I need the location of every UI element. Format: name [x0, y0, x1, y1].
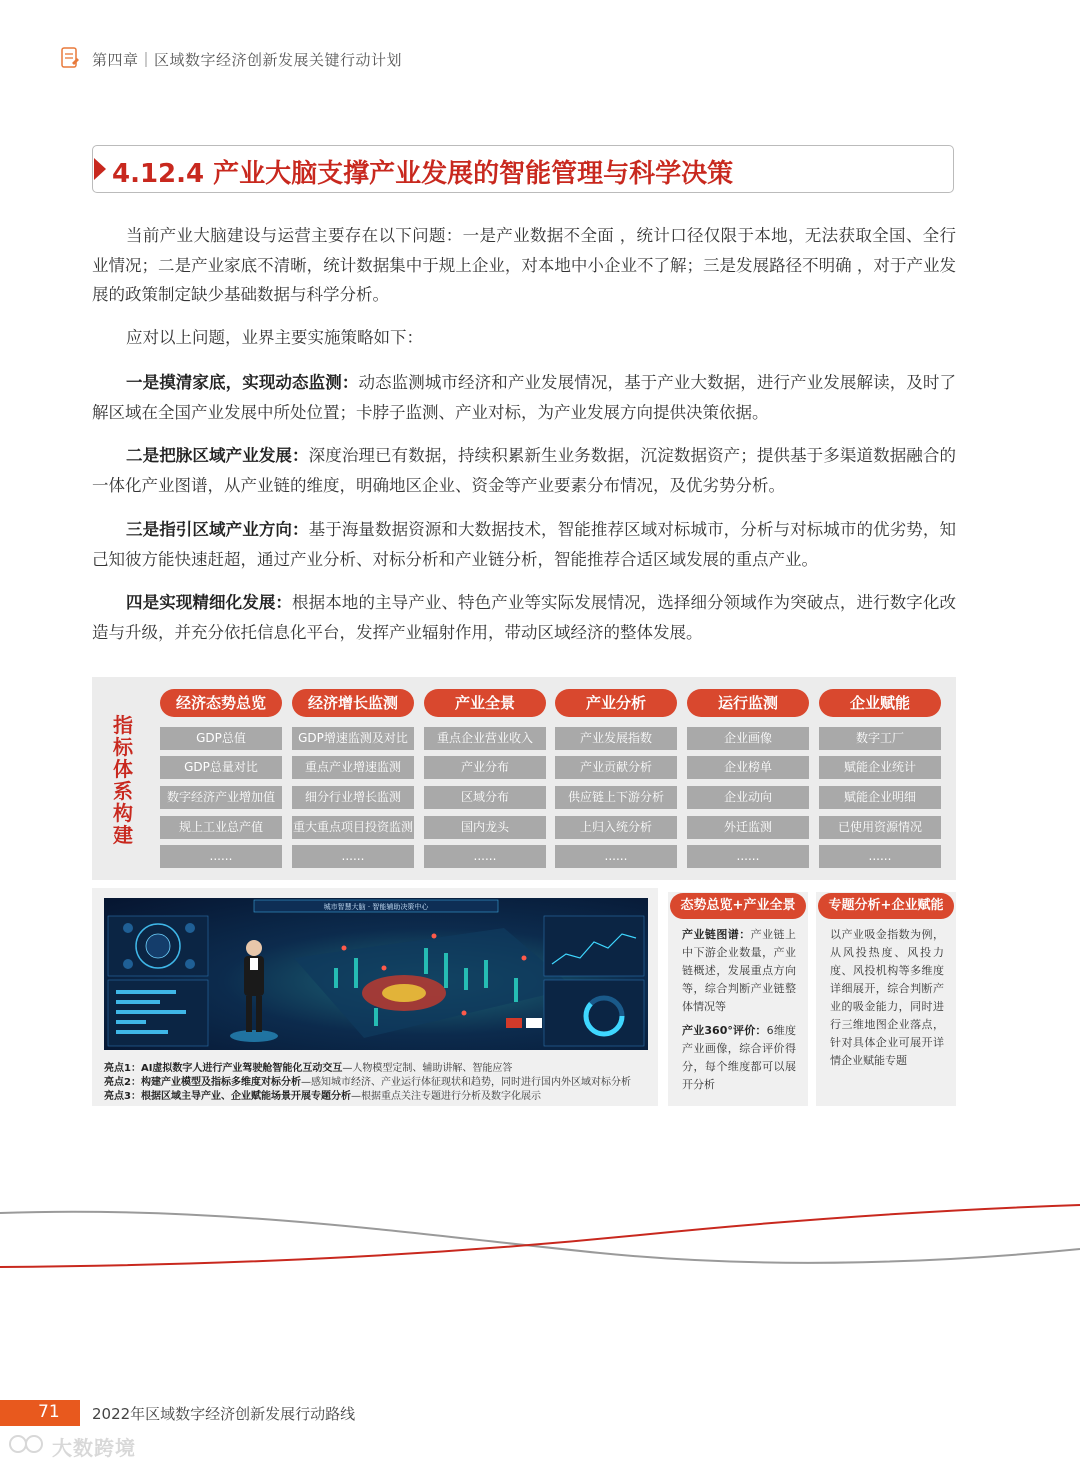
indicator-cell: 区域分布	[424, 786, 546, 809]
paragraph-problems: 当前产业大脑建设与运营主要存在以下问题：一是产业数据不全面 ，统计口径仅限于本地，无法获取全国、全行业情况；二是产业家底不清晰，统计数据集中于规上企业，对本地中小企业不了解；三是发展路径不明确 ，对于产业发展的政策制定缺少基础数据与科学分析。	[92, 226, 956, 304]
indicator-system-label: 指 标 体 系 构 建	[113, 713, 133, 847]
decorative-waves	[0, 1195, 1080, 1285]
indicator-cell: 赋能企业明细	[819, 786, 941, 809]
feature-box-text: 以产业吸金指数为例，从风投热度、风投力度、风投机构等多维度详细展开，综合判断产业的吸金能力，同时进行三维地图企业落点，针对具体企业可展开详情企业赋能专题	[830, 928, 944, 1067]
feature-box-text: 产业链图谱：产业链上中下游企业数量，产业链概述，发展重点方向等，综合判断产业链整体情况等	[682, 928, 797, 1013]
section-arrow-icon	[94, 158, 106, 180]
dashboard-illustration	[104, 898, 648, 1050]
paragraph-strategy-4: 四是实现精细化发展：根据本地的主导产业、特色产业等实际发展情况，选择细分领域作为突破点，进行数字化改造与升级，并充分依托信息化平台，发挥产业辐射作用，带动区域经济的整体发展。	[92, 593, 957, 642]
column-header: 经济态势总览	[160, 689, 282, 717]
column-header: 产业分析	[555, 689, 677, 717]
strategy-4-heading: 四是实现精细化发展：	[126, 593, 293, 612]
feature-box-title: 态势总览+产业全景	[670, 893, 806, 919]
dashboard-title: 城市智慧大脑 · 智能辅助决策中心	[323, 903, 429, 911]
indicator-cell: 重点产业增速监测	[292, 756, 414, 779]
paragraph-strategy-3: 三是指引区域产业方向：基于海量数据资源和大数据技术，智能推荐区域对标城市，分析与对标城市的优劣势，知己知彼方能快速赶超，通过产业分析、对标分析和产业链分析，智能推荐合适区域发展的重点产业。	[92, 520, 957, 569]
indicator-cell: GDP增速监测及对比	[292, 727, 414, 750]
chapter-header: 第四章｜区域数字经济创新发展关键行动计划	[92, 51, 403, 69]
indicator-cell: 外迁监测	[687, 816, 809, 839]
highlight-3: 亮点3：根据区域主导产业、企业赋能场景开展专题分析—根据重点关注专题进行分析及数字化展示	[104, 1091, 541, 1102]
strategy-3-heading: 三是指引区域产业方向：	[126, 520, 309, 539]
indicator-cell: 产业贡献分析	[555, 756, 677, 779]
document-icon	[60, 46, 80, 70]
highlight-1: 亮点1：AI虚拟数字人进行产业驾驶舱智能化互动交互—人物模型定制、辅助讲解、智能应答	[104, 1063, 513, 1074]
indicator-cell: GDP总量对比	[160, 756, 282, 779]
column-header: 产业全景	[424, 689, 546, 717]
feature-box-text: 产业360°评价：6维度产业画像，综合评价得分，每个维度都可以展开分析	[682, 1024, 797, 1091]
column-header: 企业赋能	[819, 689, 941, 717]
paragraph-strategy-1: 一是摸清家底，实现动态监测：动态监测城市经济和产业发展情况，基于产业大数据，进行产业发展解读，及时了解区域在全国产业发展中所处位置；卡脖子监测、产业对标，为产业发展方向提供决策依据。	[92, 373, 957, 422]
strategy-2-heading: 二是把脉区域产业发展：	[126, 446, 309, 465]
indicator-cell: ......	[555, 845, 677, 868]
indicator-cell: 企业画像	[687, 727, 809, 750]
indicator-cell: ......	[292, 845, 414, 868]
indicator-cell: 供应链上下游分析	[555, 786, 677, 809]
indicator-cell: ......	[424, 845, 546, 868]
indicator-cell: 数字工厂	[819, 727, 941, 750]
highlight-2: 亮点2：构建产业模型及指标多维度对标分析—感知城市经济、产业运行体征现状和趋势，同时进行国内外区域对标分析	[104, 1077, 631, 1088]
paragraph-strategy-2: 二是把脉区域产业发展：深度治理已有数据，持续积累新生业务数据，沉淀数据资产；提供基于多渠道数据融合的一体化产业图谱，从产业链的维度，明确地区企业、资金等产业要素分布情况，及优劣势分析。	[92, 446, 957, 495]
indicator-cell: ......	[819, 845, 941, 868]
paragraph-strategy-intro: 应对以上问题，业界主要实施策略如下：	[126, 328, 423, 347]
indicator-cell: 数字经济产业增加值	[160, 786, 282, 809]
indicator-cell: 企业动向	[687, 786, 809, 809]
column-header: 经济增长监测	[292, 689, 414, 717]
column-header: 运行监测	[687, 689, 809, 717]
indicator-cell: 上归入统分析	[555, 816, 677, 839]
watermark-text: 大数跨境	[52, 1436, 136, 1460]
watermark-logo-icon	[8, 1432, 48, 1456]
indicator-cell: 产业分布	[424, 756, 546, 779]
indicator-cell: 已使用资源情况	[819, 816, 941, 839]
indicator-cell: ......	[687, 845, 809, 868]
indicator-cell: GDP总值	[160, 727, 282, 750]
page-number: 71	[38, 1402, 60, 1422]
feature-box-title: 专题分析+企业赋能	[818, 893, 954, 919]
indicator-cell: 重大重点项目投资监测	[292, 816, 414, 839]
indicator-cell: 重点企业营业收入	[424, 727, 546, 750]
strategy-1-heading: 一是摸清家底，实现动态监测：	[126, 373, 359, 392]
footer-title: 2022年区域数字经济创新发展行动路线	[92, 1405, 356, 1423]
dashboard-screenshot	[104, 898, 648, 1050]
indicator-cell: 企业榜单	[687, 756, 809, 779]
indicator-cell: ......	[160, 845, 282, 868]
section-title: 4.12.4 产业大脑支撑产业发展的智能管理与科学决策	[112, 159, 734, 189]
indicator-cell: 规上工业总产值	[160, 816, 282, 839]
indicator-cell: 细分行业增长监测	[292, 786, 414, 809]
indicator-cell: 产业发展指数	[555, 727, 677, 750]
indicator-cell: 国内龙头	[424, 816, 546, 839]
indicator-cell: 赋能企业统计	[819, 756, 941, 779]
